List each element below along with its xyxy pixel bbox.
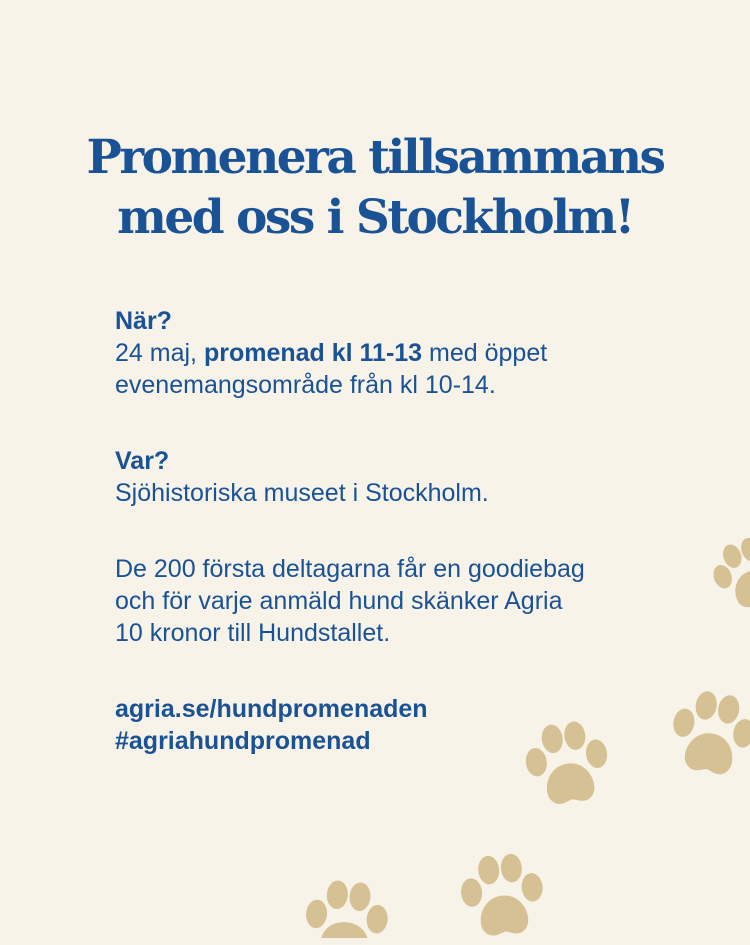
event-details <box>115 305 715 757</box>
when-date: 24 maj, <box>115 339 197 367</box>
info-section <box>115 553 715 649</box>
hashtag: #agriahundpromenad <box>115 727 371 755</box>
when-line-2: evenemangsområde från kl 10-14. <box>115 371 496 399</box>
title-line-1: Promenera tillsammans <box>86 130 664 185</box>
when-heading: När? <box>115 307 172 335</box>
info-line-2: och för varje anmäld hund skänker Agria <box>115 587 563 615</box>
page-title <box>0 128 750 248</box>
where-place: Sjöhistoriska museet i Stockholm. <box>115 479 489 507</box>
paw-print-icon <box>520 718 615 813</box>
when-rest: med öppet <box>422 339 548 367</box>
paw-print-icon <box>708 528 750 624</box>
paw-print-icon <box>300 880 395 938</box>
when-section <box>115 305 715 401</box>
paw-print-icon <box>455 850 550 945</box>
when-line-1 <box>115 337 715 369</box>
paw-print-icon <box>665 688 750 783</box>
website-link[interactable]: agria.se/hundpromenaden <box>115 695 428 723</box>
where-heading: Var? <box>115 447 170 475</box>
info-line-1: De 200 första deltagarna får en goodiebag <box>115 555 585 583</box>
where-section <box>115 445 715 509</box>
title-line-2: med oss i Stockholm! <box>117 190 633 245</box>
info-line-3: 10 kronor till Hundstallet. <box>115 619 391 647</box>
when-walk-time: promenad kl 11-13 <box>203 339 423 367</box>
links-section <box>115 693 715 757</box>
